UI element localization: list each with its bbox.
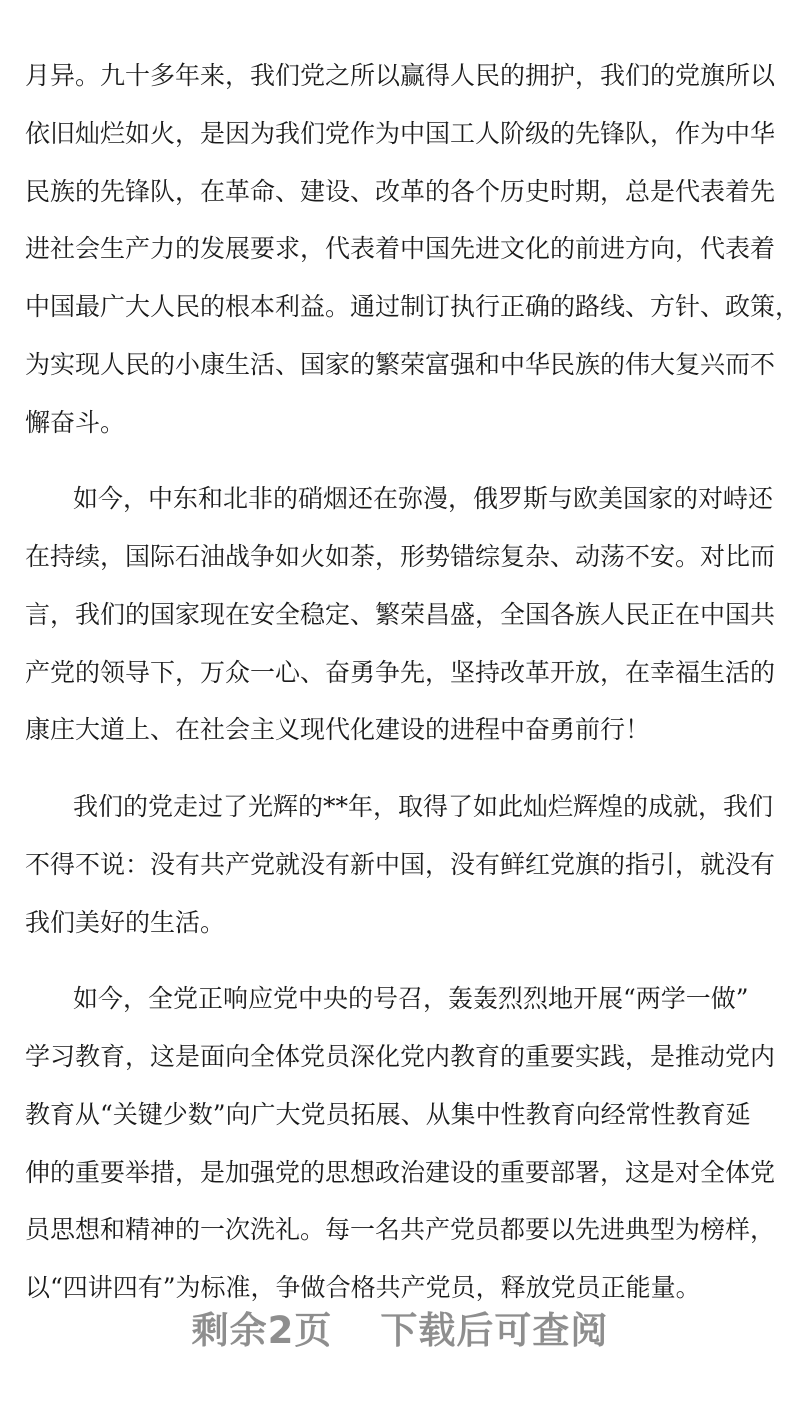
paragraph bbox=[25, 47, 800, 451]
download-hint-label[interactable]: 下载后可查阅 bbox=[380, 1309, 609, 1352]
paragraph bbox=[25, 778, 785, 951]
text-line: 民族的先锋队，在革命、建设、改革的各个历史时期，总是代表着先 bbox=[25, 176, 776, 206]
text-line: 中国最广大人民的根本利益。通过制订执行正确的路线、方针、政策， bbox=[25, 292, 800, 321]
text-line: 懈奋斗。 bbox=[25, 407, 126, 437]
text-line: 以“四讲四有”为标准，争做合格共产党员，释放党员正能量。 bbox=[25, 1273, 701, 1302]
text-line: 我们美好的生活。 bbox=[25, 907, 226, 937]
text-line: 言，我们的国家现在安全稳定、繁荣昌盛，全国各族人民正在中国共 bbox=[25, 599, 776, 629]
text-line: 康庄大道上、在社会主义现代化建设的进程中奋勇前行！ bbox=[25, 715, 651, 745]
text-line: 我们的党走过了光辉的**年，取得了如此灿烂辉煌的成就，我们 bbox=[73, 792, 774, 821]
text-line: 如今，中东和北非的硝烟还在弥漫，俄罗斯与欧美国家的对峙还 bbox=[73, 484, 774, 514]
paragraph bbox=[25, 970, 785, 1317]
text-line: 依旧灿烂如火，是因为我们党作为中国工人阶级的先锋队，作为中华 bbox=[25, 118, 776, 148]
text-line: 伸的重要举措，是加强党的思想政治建设的重要部署，这是对全体党 bbox=[25, 1157, 776, 1187]
text-line: 产党的领导下，万众一心、奋勇争先，坚持改革开放，在幸福生活的 bbox=[25, 657, 776, 687]
download-prompt-banner[interactable] bbox=[0, 1296, 800, 1366]
text-line: 员思想和精神的一次洗礼。每一名共产党员都要以先进典型为榜样， bbox=[25, 1215, 776, 1245]
text-line: 学习教育，这是面向全体党员深化党内教育的重要实践，是推动党内 bbox=[25, 1042, 776, 1071]
text-line: 教育从“关键少数”向广大党员拓展、从集中性教育向经常性教育延 bbox=[25, 1099, 751, 1129]
paragraph bbox=[25, 470, 785, 759]
text-line: 在持续，国际石油战争如火如荼，形势错综复杂、动荡不安。对比而 bbox=[25, 542, 776, 571]
document-body bbox=[25, 47, 800, 1317]
text-line: 月异。九十多年来，我们党之所以赢得人民的拥护，我们的党旗所以 bbox=[25, 61, 776, 90]
remaining-pages-label: 剩余2页 bbox=[191, 1309, 333, 1352]
text-line: 进社会生产力的发展要求，代表着中国先进文化的前进方向，代表着 bbox=[25, 234, 776, 264]
text-line: 为实现人民的小康生活、国家的繁荣富强和中华民族的伟大复兴而不 bbox=[25, 349, 776, 379]
text-line: 如今，全党正响应党中央的号召，轰轰烈烈地开展“两学一做” bbox=[73, 984, 749, 1014]
text-line: 不得不说：没有共产党就没有新中国，没有鲜红党旗的指引，就没有 bbox=[25, 849, 776, 879]
